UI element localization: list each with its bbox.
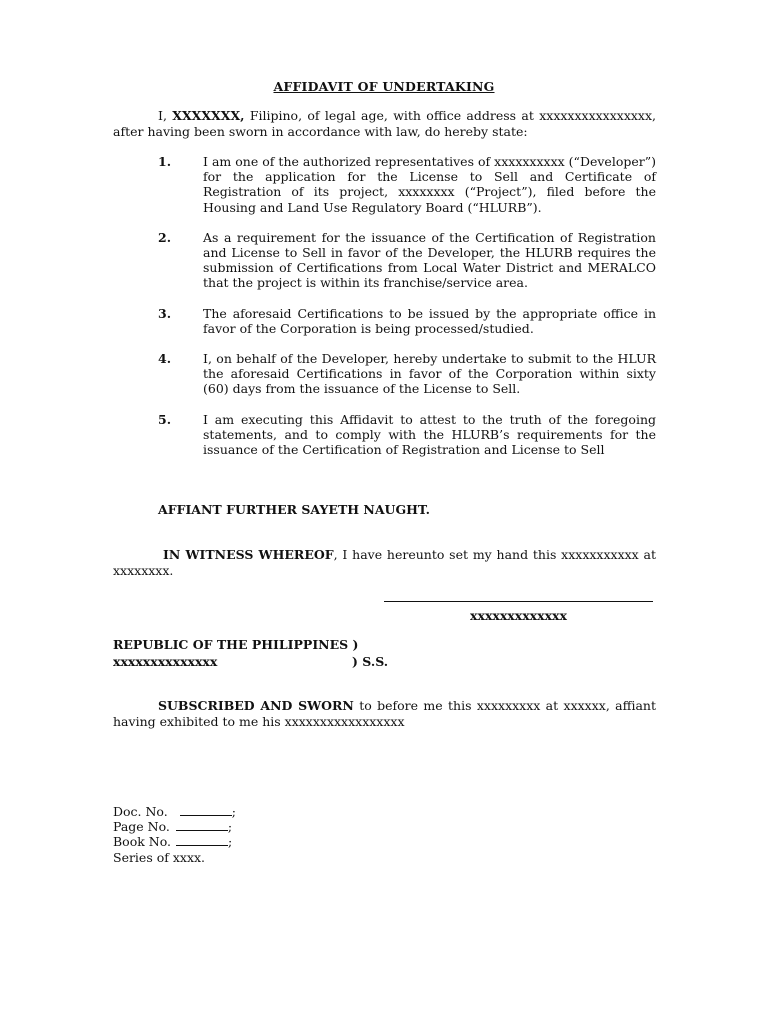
statement-text: I am executing this Affidavit to attest to the truth of the foregoing statements, and to comply with the HLURB’s requirements for the issuance of the Certification of Registration and License to Sell <box>203 411 656 458</box>
book-no-label: Book No. <box>113 834 172 850</box>
book-no-blank <box>176 834 228 846</box>
statement-number: 1. <box>158 154 172 169</box>
doc-no-suffix: ; <box>231 804 236 819</box>
page-no-blank <box>176 819 228 831</box>
book-no-line <box>113 834 236 849</box>
page-no-suffix: ; <box>227 819 233 835</box>
venue-republic: REPUBLIC OF THE PHILIPPINES ) <box>113 637 359 652</box>
notarial-register <box>113 804 236 865</box>
page-no-label: Page No. <box>113 819 170 835</box>
jurat-text: to before me this xxxxxxxxx at xxxxxx, affiant having exhibited to me his xxxxxxxxxxxxxxxxx <box>113 698 657 729</box>
doc-no-blank <box>180 804 232 816</box>
statement-text: The aforesaid Certifications to be issued by the appropriate office in favor of the Corporation is being processed/studied. <box>203 305 656 336</box>
jurat-paragraph <box>113 698 656 729</box>
statement-item <box>158 351 658 397</box>
jurat-heading: SUBSCRIBED AND SWORN <box>158 698 354 713</box>
statement-text: As a requirement for the issuance of the Certification of Registration and License to Sell in favor of the Developer, the HLURB requires the submission of Certifications from Local Water District and MERALCO that the project is within its franchise/service area. <box>203 229 656 291</box>
signatory-name: xxxxxxxxxxxxx <box>470 608 567 623</box>
statement-item <box>158 230 658 291</box>
witness-paragraph <box>113 547 656 578</box>
page-no-line <box>113 819 236 834</box>
signature-line <box>384 601 653 602</box>
statement-number: 3. <box>158 305 172 321</box>
statement-number: 2. <box>158 229 172 245</box>
statement-item <box>158 412 658 458</box>
document-title: AFFIDAVIT OF UNDERTAKING <box>273 79 495 94</box>
statement-text: I am one of the authorized representatives of xxxxxxxxxx (“Developer”) for the application for the License to Sell and Certificate of Registration of its project, xxxxxxxx (“Project”), filed before the Housing and Land Use Regulatory Board (“HLURB”). <box>203 154 656 215</box>
statement-item <box>158 154 658 215</box>
series-line: Series of xxxx. <box>113 849 206 865</box>
venue-city: xxxxxxxxxxxxxx <box>113 654 218 669</box>
affiant-naught: AFFIANT FURTHER SAYETH NAUGHT. <box>158 502 430 517</box>
affiant-name: XXXXXXX, <box>172 108 245 123</box>
statement-item <box>158 306 658 336</box>
witness-heading: IN WITNESS WHEREOF <box>163 547 334 562</box>
venue-ss: ) S.S. <box>352 654 389 669</box>
doc-no-label: Doc. No. <box>113 804 168 819</box>
doc-no-line <box>113 804 236 819</box>
intro-prefix: I, <box>158 108 173 123</box>
intro-text: Filipino, of legal age, with office address at xxxxxxxxxxxxxxxx, after having been sworn in accordance with law, do hereby state: <box>113 108 656 139</box>
book-no-suffix: ; <box>228 834 233 850</box>
intro-paragraph <box>113 108 656 139</box>
numbered-statements <box>158 154 658 457</box>
statement-text: I, on behalf of the Developer, hereby undertake to submit to the HLUR the aforesaid Certifications in favor of the Corporation within sixty (60) days from the issuance of the License to Sell. <box>203 351 656 397</box>
witness-text: , I have hereunto set my hand this xxxxxxxxxxx at xxxxxxxx. <box>113 547 657 578</box>
statement-number: 4. <box>158 351 172 367</box>
statement-number: 5. <box>158 411 172 427</box>
